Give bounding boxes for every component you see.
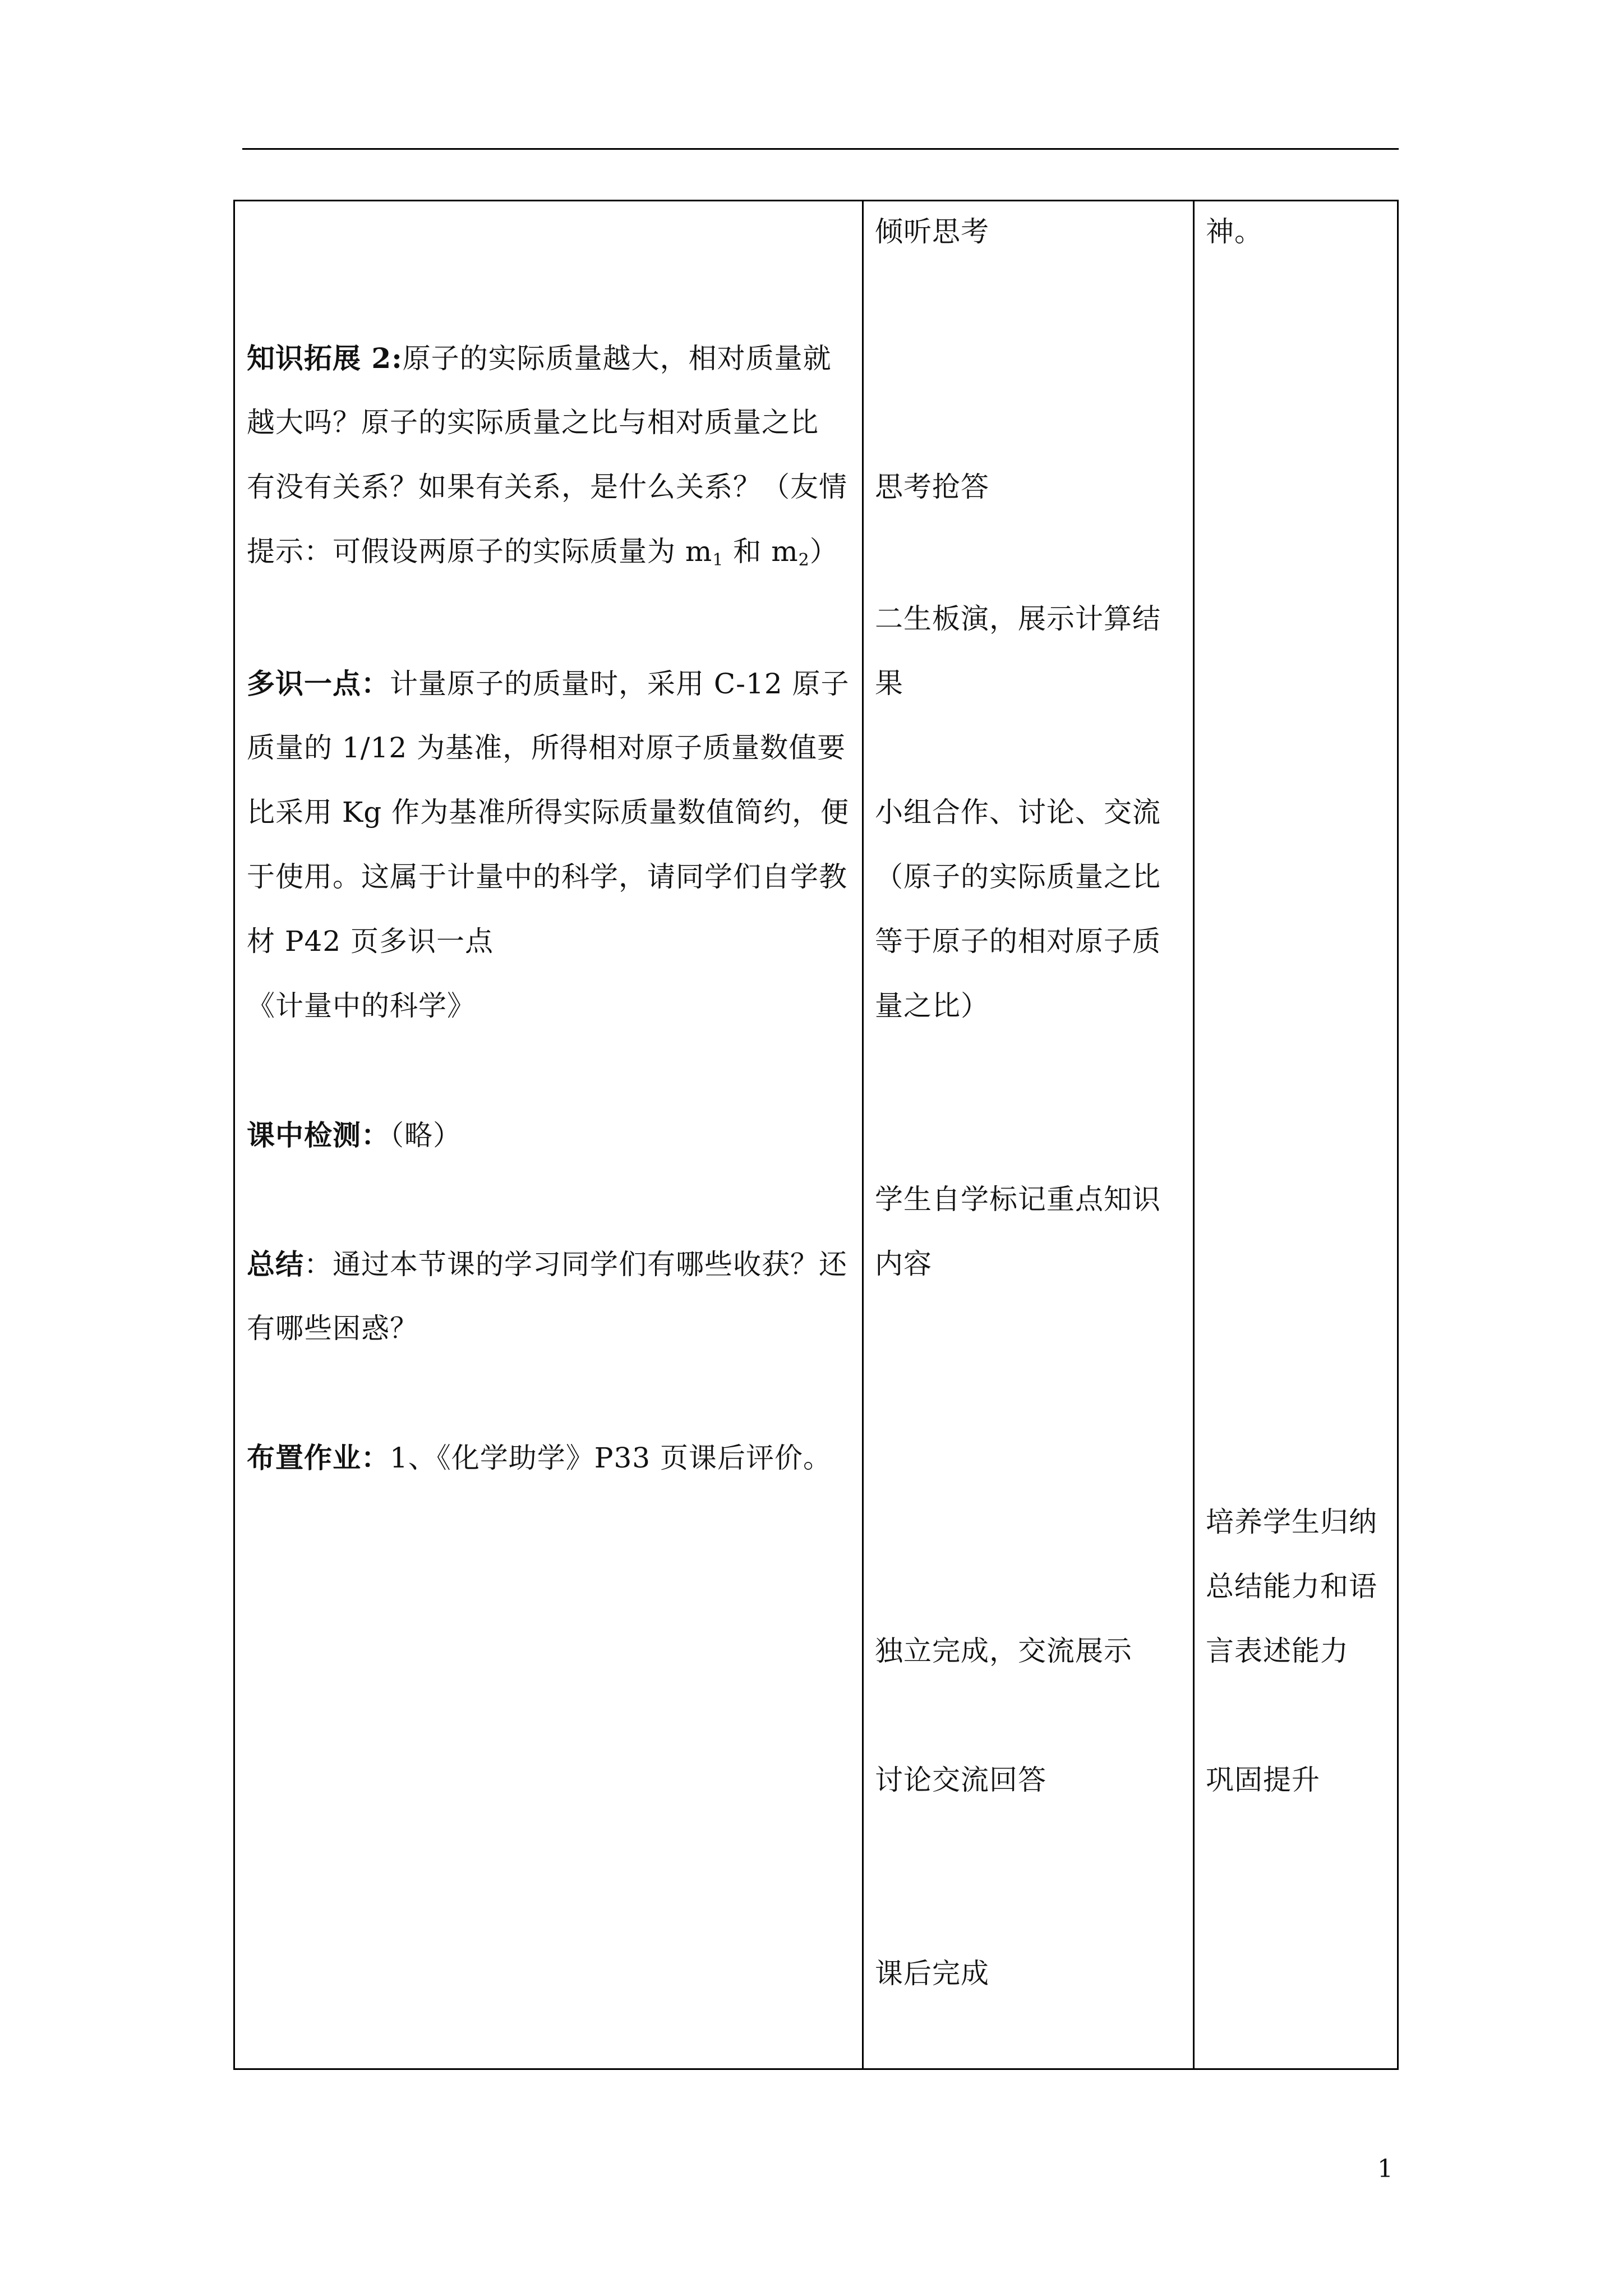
cultivate-line2: 总结能力和语 bbox=[1206, 1570, 1377, 1603]
think-answer: 思考抢答 bbox=[875, 471, 989, 503]
more-knowledge-line5: 材 P42 页多识一点 bbox=[247, 925, 494, 958]
column-divider-2 bbox=[1193, 201, 1195, 2068]
knowledge-extension-2-line3: 有没有关系？如果有关系，是什么关系？（友情 bbox=[247, 471, 847, 503]
more-knowledge-label: 多识一点： bbox=[247, 667, 390, 700]
more-knowledge-line6: 《计量中的科学》 bbox=[247, 990, 476, 1022]
more-knowledge-line3: 比采用 Kg 作为基准所得实际质量数值简约，便 bbox=[247, 796, 850, 829]
listen-think: 倾听思考 bbox=[875, 215, 989, 248]
board-demo-line2: 果 bbox=[875, 667, 903, 700]
summary-label: 总结 bbox=[247, 1248, 304, 1281]
group-work-line2: （原子的实际质量之比 bbox=[875, 861, 1161, 893]
knowledge-extension-2-line4: 提示：可假设两原子的实际质量为 $m_1$ 和 $m_2$） bbox=[247, 535, 838, 570]
independent-complete: 独立完成，交流展示 bbox=[875, 1635, 1132, 1667]
homework-label: 布置作业： bbox=[247, 1441, 390, 1474]
in-class-check-label: 课中检测： bbox=[247, 1119, 390, 1152]
cultivate-line3: 言表述能力 bbox=[1206, 1635, 1349, 1667]
column-divider-1 bbox=[862, 201, 864, 2068]
more-knowledge-line2: 质量的 1/12 为基准，所得相对原子质量数值要 bbox=[247, 731, 846, 764]
header-rule bbox=[242, 148, 1399, 150]
summary-line1: 总结：通过本节课的学习同学们有哪些收获？还 bbox=[247, 1248, 847, 1281]
more-knowledge-line4: 于使用。这属于计量中的科学，请同学们自学教 bbox=[247, 861, 847, 893]
group-work-line4: 量之比） bbox=[875, 990, 989, 1022]
discuss-answer: 讨论交流回答 bbox=[875, 1764, 1046, 1796]
page-number: 1 bbox=[1377, 2155, 1393, 2183]
self-study-line2: 内容 bbox=[875, 1248, 932, 1280]
homework: 布置作业：1、《化学助学》P33 页课后评价。 bbox=[247, 1441, 832, 1474]
knowledge-extension-2-line1: 知识拓展 2:原子的实际质量越大，相对质量就 bbox=[247, 342, 832, 375]
more-knowledge-line1: 多识一点：计量原子的质量时，采用 C-12 原子 bbox=[247, 667, 850, 700]
board-demo-line1: 二生板演，展示计算结 bbox=[875, 602, 1161, 635]
knowledge-extension-2-label: 知识拓展 2: bbox=[247, 342, 403, 375]
after-class-complete: 课后完成 bbox=[875, 1957, 989, 1990]
group-work-line1: 小组合作、讨论、交流 bbox=[875, 796, 1161, 829]
group-work-line3: 等于原子的相对原子质 bbox=[875, 925, 1161, 958]
consolidate-improve: 巩固提升 bbox=[1206, 1764, 1320, 1796]
in-class-check: 课中检测：（略） bbox=[247, 1119, 462, 1152]
self-study-line1: 学生自学标记重点知识 bbox=[875, 1183, 1161, 1216]
summary-line2: 有哪些困惑？ bbox=[247, 1312, 418, 1345]
knowledge-extension-2-line2: 越大吗？原子的实际质量之比与相对质量之比 bbox=[247, 406, 819, 439]
spirit-text: 神。 bbox=[1206, 215, 1263, 248]
cultivate-line1: 培养学生归纳 bbox=[1206, 1506, 1377, 1538]
